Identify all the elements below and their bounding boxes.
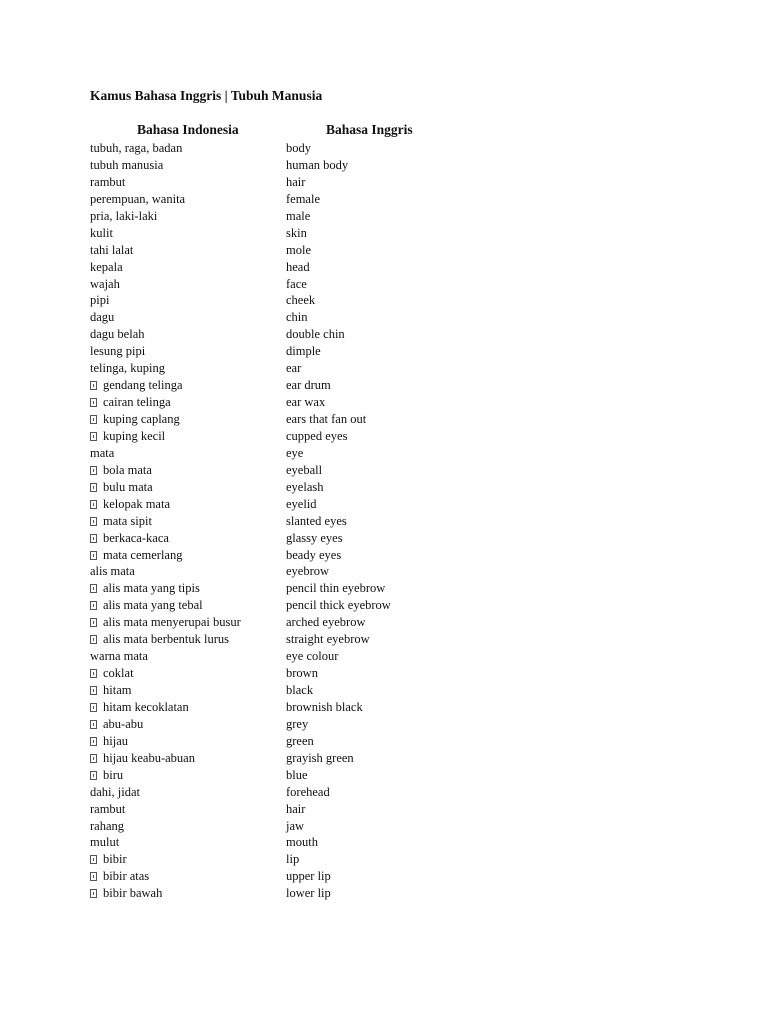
- indonesian-term: [90, 614, 241, 631]
- missing-glyph-bullet-icon: [90, 517, 97, 526]
- column-header-english: Bahasa Inggris: [326, 122, 413, 137]
- table-row: [0, 750, 768, 767]
- missing-glyph-bullet-icon: [90, 381, 97, 390]
- table-row: [0, 343, 768, 360]
- english-term: cupped eyes: [286, 428, 348, 443]
- indonesian-term: [90, 208, 157, 225]
- table-row: [0, 834, 768, 851]
- indonesian-term-text: tubuh manusia: [90, 157, 164, 172]
- missing-glyph-bullet-icon: [90, 534, 97, 543]
- english-term: hair: [286, 801, 306, 816]
- indonesian-term: [90, 462, 152, 479]
- indonesian-term: [90, 326, 145, 343]
- indonesian-term-text: tahi lalat: [90, 242, 134, 257]
- table-row: [0, 259, 768, 276]
- missing-glyph-bullet-icon: [90, 872, 97, 881]
- indonesian-term-text: cairan telinga: [103, 395, 171, 410]
- indonesian-term-text: kuping caplang: [103, 412, 180, 426]
- indonesian-term-text: hitam kecoklatan: [103, 699, 189, 714]
- missing-glyph-bullet-icon: [90, 669, 97, 678]
- table-row: [0, 767, 768, 784]
- indonesian-term: [90, 377, 183, 394]
- indonesian-term-text: hijau: [103, 733, 128, 748]
- vocabulary-table: [0, 140, 768, 902]
- missing-glyph-bullet-icon: [90, 584, 97, 593]
- table-row: [0, 445, 768, 462]
- indonesian-term-text: tubuh, raga, badan: [90, 141, 183, 155]
- table-row: [0, 157, 768, 174]
- table-row: [0, 547, 768, 564]
- english-term: grayish green: [286, 750, 354, 765]
- indonesian-term-text: bibir bawah: [103, 886, 163, 901]
- indonesian-term: [90, 242, 133, 259]
- table-row: [0, 191, 768, 208]
- indonesian-term: [90, 496, 170, 513]
- indonesian-term: [90, 309, 114, 326]
- table-row: [0, 242, 768, 259]
- missing-glyph-bullet-icon: [90, 398, 97, 407]
- indonesian-term: [90, 140, 182, 157]
- english-term: human body: [286, 157, 349, 172]
- indonesian-term-text: alis mata yang tipis: [103, 581, 200, 596]
- english-term: brown: [286, 666, 318, 681]
- missing-glyph-bullet-icon: [90, 889, 97, 898]
- english-term: lower lip: [286, 886, 331, 901]
- english-term: mole: [286, 242, 311, 257]
- table-row: [0, 326, 768, 343]
- table-row: [0, 818, 768, 835]
- missing-glyph-bullet-icon: [90, 686, 97, 695]
- missing-glyph-bullet-icon: [90, 466, 97, 475]
- indonesian-term: [90, 225, 113, 242]
- indonesian-term-text: rambut: [90, 174, 126, 189]
- indonesian-term-text: rambut: [90, 801, 126, 816]
- indonesian-term: [90, 699, 189, 716]
- table-row: [0, 716, 768, 733]
- indonesian-term: [90, 750, 195, 767]
- indonesian-term-text: lesung pipi: [90, 344, 146, 359]
- table-row: [0, 394, 768, 411]
- indonesian-term: [90, 394, 171, 411]
- indonesian-term-text: kelopak mata: [103, 496, 170, 511]
- missing-glyph-bullet-icon: [90, 737, 97, 746]
- english-term: green: [286, 733, 314, 748]
- english-term: double chin: [286, 327, 345, 342]
- table-row: [0, 208, 768, 225]
- indonesian-term: [90, 834, 119, 851]
- table-row: [0, 411, 768, 428]
- table-row: [0, 225, 768, 242]
- indonesian-term: [90, 597, 203, 614]
- column-header-indonesian: Bahasa Indonesia: [137, 122, 239, 137]
- indonesian-term-text: alis mata: [90, 564, 135, 579]
- english-term: forehead: [286, 784, 330, 799]
- english-term: eye: [286, 445, 304, 460]
- indonesian-term: [90, 851, 127, 868]
- indonesian-term: [90, 191, 185, 208]
- table-row: [0, 784, 768, 801]
- indonesian-term-text: coklat: [103, 666, 134, 681]
- table-row: [0, 733, 768, 750]
- english-term: upper lip: [286, 869, 331, 884]
- missing-glyph-bullet-icon: [90, 432, 97, 441]
- table-row: [0, 140, 768, 157]
- indonesian-term: [90, 885, 162, 902]
- indonesian-term: [90, 530, 169, 547]
- indonesian-term-text: mata cemerlang: [103, 547, 183, 562]
- english-term: arched eyebrow: [286, 615, 366, 630]
- indonesian-term: [90, 157, 163, 174]
- english-term: eyelid: [286, 496, 317, 511]
- english-term: eyelash: [286, 479, 324, 494]
- table-row: [0, 699, 768, 716]
- indonesian-term-text: hijau keabu-abuan: [103, 750, 195, 765]
- indonesian-term: [90, 428, 165, 445]
- table-row: [0, 428, 768, 445]
- table-row: [0, 597, 768, 614]
- table-row: [0, 885, 768, 902]
- missing-glyph-bullet-icon: [90, 551, 97, 560]
- english-term: grey: [286, 716, 309, 731]
- indonesian-term-text: wajah: [90, 276, 120, 291]
- missing-glyph-bullet-icon: [90, 754, 97, 763]
- english-term: pencil thin eyebrow: [286, 581, 386, 596]
- indonesian-term-text: perempuan, wanita: [90, 191, 186, 206]
- indonesian-term: [90, 767, 123, 784]
- indonesian-term-text: mulut: [90, 835, 120, 850]
- english-term: straight eyebrow: [286, 632, 370, 647]
- table-row: [0, 868, 768, 885]
- table-row: [0, 631, 768, 648]
- indonesian-term: [90, 818, 124, 835]
- english-term: glassy eyes: [286, 530, 343, 545]
- table-row: [0, 292, 768, 309]
- missing-glyph-bullet-icon: [90, 720, 97, 729]
- missing-glyph-bullet-icon: [90, 618, 97, 627]
- table-row: [0, 801, 768, 818]
- english-term: mouth: [286, 835, 318, 850]
- indonesian-term: [90, 360, 165, 377]
- indonesian-term-text: dahi, jidat: [90, 784, 140, 799]
- table-row: [0, 682, 768, 699]
- table-row: [0, 580, 768, 597]
- table-row: [0, 648, 768, 665]
- table-row: [0, 360, 768, 377]
- indonesian-term-text: bola mata: [103, 462, 152, 477]
- indonesian-term-text: biru: [103, 767, 124, 782]
- indonesian-term: [90, 665, 134, 682]
- indonesian-term-text: hitam: [103, 683, 132, 697]
- indonesian-term: [90, 682, 131, 699]
- english-term: face: [286, 276, 307, 291]
- indonesian-term: [90, 174, 125, 191]
- english-term: ears that fan out: [286, 412, 367, 426]
- indonesian-term: [90, 292, 109, 309]
- indonesian-term: [90, 563, 135, 580]
- table-row: [0, 276, 768, 293]
- indonesian-term-text: kepala: [90, 259, 123, 274]
- indonesian-term: [90, 343, 145, 360]
- indonesian-term: [90, 733, 128, 750]
- indonesian-term-text: gendang telinga: [103, 378, 183, 393]
- indonesian-term-text: dagu belah: [90, 327, 145, 342]
- english-term: lip: [286, 852, 300, 867]
- english-term: cheek: [286, 293, 316, 308]
- indonesian-term: [90, 716, 143, 733]
- english-term: beady eyes: [286, 547, 342, 562]
- indonesian-term-text: alis mata berbentuk lurus: [103, 632, 230, 647]
- indonesian-term-text: kuping kecil: [103, 428, 166, 443]
- english-term: head: [286, 259, 310, 274]
- table-row: [0, 462, 768, 479]
- english-term: ear drum: [286, 378, 331, 393]
- indonesian-term: [90, 868, 149, 885]
- missing-glyph-bullet-icon: [90, 855, 97, 864]
- indonesian-term-text: pria, laki-laki: [90, 208, 158, 223]
- table-row: [0, 377, 768, 394]
- missing-glyph-bullet-icon: [90, 483, 97, 492]
- table-row: [0, 479, 768, 496]
- indonesian-term-text: warna mata: [90, 649, 148, 664]
- english-term: ear: [286, 361, 302, 376]
- english-term: body: [286, 141, 311, 155]
- indonesian-term: [90, 513, 152, 530]
- indonesian-term-text: bibir atas: [103, 869, 150, 884]
- missing-glyph-bullet-icon: [90, 601, 97, 610]
- indonesian-term-text: alis mata menyerupai busur: [103, 615, 241, 630]
- indonesian-term-text: berkaca-kaca: [103, 530, 169, 545]
- english-term: hair: [286, 174, 306, 189]
- missing-glyph-bullet-icon: [90, 635, 97, 644]
- english-term: brownish black: [286, 699, 363, 714]
- missing-glyph-bullet-icon: [90, 703, 97, 712]
- indonesian-term-text: bulu mata: [103, 479, 153, 494]
- indonesian-term: [90, 445, 114, 462]
- english-term: female: [286, 191, 321, 206]
- indonesian-term-text: kulit: [90, 225, 113, 240]
- indonesian-term-text: abu-abu: [103, 716, 144, 731]
- indonesian-term: [90, 631, 229, 648]
- indonesian-term-text: dagu: [90, 310, 115, 325]
- english-term: eye colour: [286, 649, 339, 664]
- english-term: eyebrow: [286, 564, 330, 579]
- indonesian-term: [90, 259, 123, 276]
- missing-glyph-bullet-icon: [90, 500, 97, 509]
- indonesian-term-text: alis mata yang tebal: [103, 598, 203, 613]
- indonesian-term: [90, 547, 182, 564]
- document-title: Kamus Bahasa Inggris | Tubuh Manusia: [90, 88, 323, 103]
- english-term: pencil thick eyebrow: [286, 598, 391, 613]
- english-term: black: [286, 683, 314, 697]
- indonesian-term: [90, 801, 125, 818]
- missing-glyph-bullet-icon: [90, 415, 97, 424]
- indonesian-term: [90, 479, 153, 496]
- english-term: ear wax: [286, 395, 326, 410]
- english-term: dimple: [286, 344, 321, 359]
- table-row: [0, 309, 768, 326]
- indonesian-term-text: pipi: [90, 293, 110, 308]
- english-term: skin: [286, 225, 307, 240]
- indonesian-term: [90, 784, 140, 801]
- indonesian-term-text: mata: [90, 445, 115, 460]
- indonesian-term: [90, 580, 200, 597]
- table-row: [0, 563, 768, 580]
- table-row: [0, 665, 768, 682]
- table-row: [0, 513, 768, 530]
- english-term: chin: [286, 310, 308, 325]
- missing-glyph-bullet-icon: [90, 771, 97, 780]
- indonesian-term: [90, 411, 180, 428]
- indonesian-term: [90, 276, 120, 293]
- table-row: [0, 174, 768, 191]
- table-row: [0, 614, 768, 631]
- indonesian-term: [90, 648, 148, 665]
- indonesian-term-text: telinga, kuping: [90, 361, 165, 376]
- english-term: blue: [286, 767, 308, 782]
- indonesian-term-text: bibir: [103, 852, 127, 867]
- english-term: jaw: [286, 818, 305, 833]
- table-row: [0, 496, 768, 513]
- indonesian-term-text: mata sipit: [103, 513, 152, 528]
- english-term: slanted eyes: [286, 513, 347, 528]
- english-term: eyeball: [286, 462, 323, 477]
- table-row: [0, 851, 768, 868]
- indonesian-term-text: rahang: [90, 818, 125, 833]
- table-row: [0, 530, 768, 547]
- english-term: male: [286, 208, 311, 223]
